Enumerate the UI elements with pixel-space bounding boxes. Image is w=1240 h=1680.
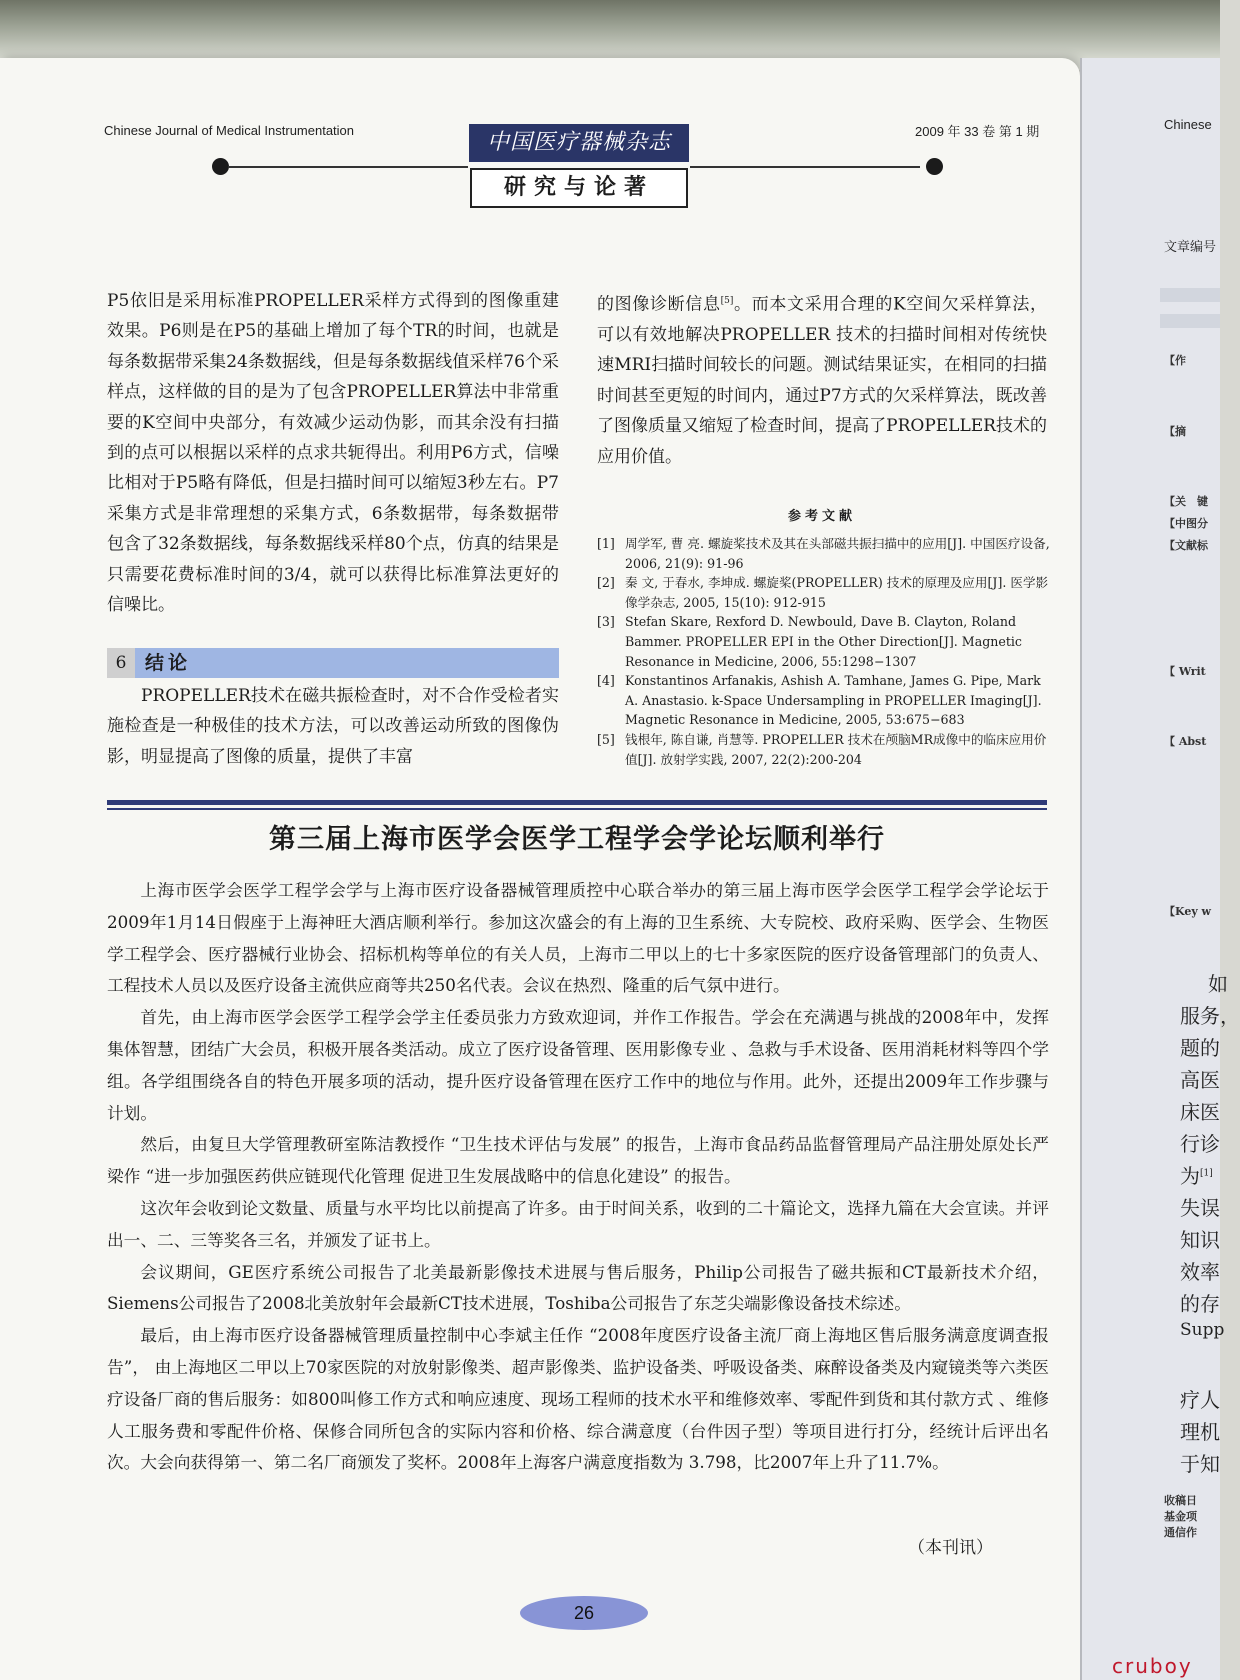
next-page-line: 疗人 — [1180, 1388, 1220, 1412]
scan-watermark: cruboy — [1112, 1654, 1193, 1678]
news-body — [107, 875, 1049, 1479]
next-page-header: Chinese — [1164, 117, 1212, 132]
reference-text: 秦 文, 于春水, 李坤成. 螺旋桨(PROPELLER) 技术的原理及应用[J]. 医学影像学杂志, 2005, 15(10): 912-915 — [625, 575, 1049, 610]
next-page-line-text: 为 — [1180, 1164, 1200, 1188]
next-page-line: 于知 — [1180, 1452, 1220, 1476]
next-page-label: 【 Abst — [1164, 735, 1207, 748]
section-title: 结论 — [145, 652, 192, 674]
next-page-line — [1180, 1160, 1213, 1189]
next-page-line: 服务， — [1180, 1004, 1240, 1028]
news-paragraph: 上海市医学会医学工程学会学与上海市医疗设备器械管理质控中心联合举办的第三届上海市医学会医学工程学会学论坛于2009年1月14日假座于上海神旺大酒店顺利举行。参加这次盛会的有上海的卫生系统、大专院校、政府采购、医学会、生物医学工程学会、医疗器械行业协会、招标机构等单位的有关人员，上海市二甲以上的七十多家医院的医疗设备管理部门的负责人、工程技术人员以及医疗设备主流供应商等共250名代表。会议在热烈、隆重的后气氛中进行。 — [107, 880, 1049, 996]
reference-number: [2] — [597, 575, 615, 591]
reference-text: Konstantinos Arfanakis, Ashish A. Tamhane, James G. Pipe, Mark A. Anastasio. k-Space Undersampling in PROPELLER Imaging[J]. Magnetic Resonance in Medicine, 2005, 53:675−683 — [625, 673, 1042, 728]
reference-item — [597, 534, 1057, 573]
reference-number: [4] — [597, 673, 615, 689]
news-paragraph: 这次年会收到论文数量、质量与水平均比以前提高了许多。由于时间关系，收到的二十篇论文，选择九篇在大会宣读。并评出一、二、三等奖各三名，并颁发了证书上。 — [107, 1197, 1049, 1250]
next-page-article-no: 文章编号 — [1164, 239, 1217, 254]
next-page-line: 题的 — [1180, 1036, 1220, 1060]
header-rule-left — [228, 166, 468, 168]
section-label: 研究与论著 — [470, 168, 688, 208]
reference-number: [1] — [597, 536, 615, 551]
news-paragraph: 最后，由上海市医疗设备器械管理质量控制中心李斌主任作 “2008年度医疗设备主流厂商上海地区售后服务满意度调查报告”， 由上海地区二甲以上70家医院的对放射影像类、超声影像类、监护设备类、呼吸设备类、麻醉设备类及内窥镜类等六类医疗设备厂商的售后服务：如800叫修工作方式和响应速度、现场工程师的技术水平和维修效率、零配件到货和其付款方式 、维修人工服务费和零配件价格、保修合同所包含的实际内容和价格、综合满意度（台件因子型）等项目进行打分，经统计后评出名次。大会向获得第一、第二名厂商颁发了奖杯。2008年上海客户满意度指数为 3.798，比2007年上升了11.7%。 — [107, 1325, 1049, 1473]
conclusion-paragraph: PROPELLER技术在磁共振检查时，对不合作受检者实施检查是一种极佳的技术方法，可以改善运动所致的图像伪影，明显提高了图像的质量，提供了丰富 — [107, 686, 559, 767]
issue-info: 2009 年 33 卷 第 1 期 — [915, 124, 1040, 139]
next-page-label: 【作 — [1164, 354, 1186, 367]
next-page-faint-title — [1160, 288, 1220, 302]
news-divider-thick — [107, 800, 1047, 805]
next-page-footer: 通信作 — [1164, 1526, 1197, 1539]
reference-text: 钱根年, 陈自谦, 肖慧等. PROPELLER 技术在颅脑MR成像中的临床应用价值[J]. 放射学实践, 2007, 22(2):200-204 — [625, 731, 1047, 767]
news-paragraph: 会议期间，GE医疗系统公司报告了北美最新影像技术进展与售后服务，Philip公司报告了磁共振和CT最新技术介绍，Siemens公司报告了2008北美放射年会最新CT技术进展，Toshiba公司报告了东芝尖端影像设备技术综述。 — [107, 1261, 1049, 1314]
news-signoff: （本刊讯） — [908, 1538, 993, 1558]
reference-number: [5] — [597, 731, 615, 747]
header-right-dot — [926, 158, 943, 175]
next-page-label: 【关 键 — [1164, 495, 1208, 508]
next-page-line: 知识 — [1180, 1228, 1220, 1252]
paragraph-text-b: 。而本文采用合理的K空间欠采样算法，可以有效地解决PROPELLER 技术的扫描时间相对传统快速MRI扫描时间较长的问题。测试结果证实，在相同的扫描时间甚至更短的时间内，通过P7方式的欠采样算法，既改善了图像质量又缩短了检查时间，提高了PROPELLER技术的应用价值。 — [597, 294, 1048, 467]
references-title: 参考文献 — [787, 509, 856, 524]
next-page-line: 床医 — [1180, 1100, 1220, 1124]
reference-item — [597, 612, 1057, 671]
next-page-line: 理机 — [1180, 1420, 1220, 1444]
page-number: 26 — [520, 1596, 648, 1630]
next-page-label: 【中图分 — [1164, 517, 1208, 530]
references-list — [597, 534, 1057, 769]
reference-text: Stefan Skare, Rexford D. Newbould, Dave B. Clayton, Roland Bammer. PROPELLER EPI in the Other Direction[J]. Magnetic Resonance in Medicine, 2006, 55:1298−1307 — [625, 614, 1022, 669]
next-page-footer: 基金项 — [1164, 1510, 1197, 1523]
next-page-citation: [1] — [1200, 1168, 1213, 1179]
reference-item — [597, 730, 1057, 769]
next-page-line: 失误 — [1180, 1196, 1220, 1220]
next-page-label: 【Key w — [1164, 905, 1212, 918]
next-page-line: 的存 — [1180, 1292, 1220, 1316]
citation-5: [5] — [720, 296, 734, 306]
journal-english-name: Chinese Journal of Medical Instrumentation — [104, 123, 355, 138]
next-page-line: 行诊 — [1180, 1132, 1220, 1156]
next-page-line: 如 — [1208, 972, 1228, 996]
news-paragraph: 首先，由上海市医学会医学工程学会学主任委员张力方致欢迎词，并作工作报告。学会在充满遇与挑战的2008年中，发挥集体智慧，团结广大会员，积极开展各类活动。成立了医疗设备管理、医用影像专业 、急救与手术设备、医用消耗材料等四个学组。各学组围绕各自的特色开展多项的活动，提升医疗设备管理在医疗工作中的地位与作用。此外，还提出2009年工作步骤与计划。 — [107, 1007, 1049, 1123]
next-page-line: 效率 — [1180, 1260, 1220, 1284]
paragraph-text-a: 的图像诊断信息 — [597, 294, 721, 315]
reference-number: [3] — [597, 614, 615, 630]
left-column-paragraph: P5依旧是采用标准PROPELLER采样方式得到的图像重建效果。P6则是在P5的基础上增加了每个TR的时间，也就是每条数据带采集24条数据线，但是每条数据线值采样76个采样点，这样做的目的是为了包含PROPELLER算法中非常重要的K空间中央部分，有效减少运动伪影，而其余没有扫描到的点可以根据以采样的点求共轭得出。利用P6方式，信噪比相对于P5略有降低，但是扫描时间可以缩短3秒左右。P7采集方式是非常理想的采集方式，6条数据带，每条数据带包含了32条数据线，每条数据线采样80个点，仿真的结果是只需要花费标准时间的3/4，就可以获得比标准算法更好的信噪比。 — [107, 291, 559, 616]
section-number: 6 — [107, 648, 135, 678]
news-title: 第三届上海市医学会医学工程学会学论坛顺利举行 — [269, 824, 885, 855]
reference-item — [597, 573, 1057, 612]
next-page-label: 【文献标 — [1164, 539, 1208, 552]
next-page-line: Supp — [1180, 1320, 1225, 1340]
section-heading-bar — [107, 648, 559, 678]
reference-text: 周学军, 曹 亮. 螺旋桨技术及其在头部磁共振扫描中的应用[J]. 中国医疗设备, 2006, 21(9): 91-96 — [625, 536, 1050, 571]
news-divider-thin — [107, 808, 1047, 810]
news-paragraph: 然后，由复旦大学管理教研室陈洁教授作 “卫生技术评估与发展” 的报告，上海市食品药品监督管理局产品注册处原处长严梁作 “进一步加强医药供应链现代化管理 促进卫生发展战略中的信息化建设” 的报告。 — [107, 1134, 1049, 1187]
journal-logo: 中国医疗器械杂志 — [469, 124, 689, 162]
next-page-line: 高医 — [1180, 1068, 1220, 1092]
header-rule-right — [690, 166, 920, 168]
next-page-label: 【 Writ — [1164, 665, 1206, 678]
header-left-dot — [212, 158, 229, 175]
next-page-footer: 收稿日 — [1164, 1494, 1197, 1507]
next-page-faint-title — [1160, 314, 1220, 328]
reference-item — [597, 671, 1057, 730]
right-column-paragraph — [597, 286, 1047, 472]
next-page-label: 【摘 — [1164, 425, 1186, 438]
